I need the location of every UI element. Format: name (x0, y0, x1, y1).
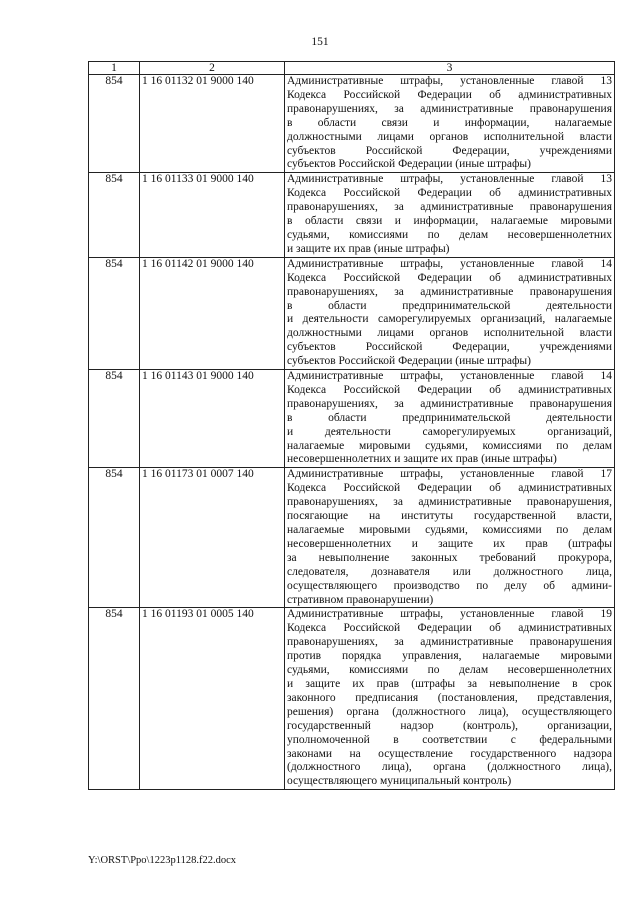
description-line: посягающие на институты государственной власти, (287, 510, 612, 523)
table-header-row (89, 62, 615, 75)
admin-code-cell: 854 (89, 257, 140, 369)
description-line: налагаемые мировыми судьями, комиссиями по делам (287, 524, 612, 536)
description-line: решения) органа (должностного лица), осуществляющего (287, 705, 612, 718)
description-line: государственный надзор (контроль), организации, (287, 719, 612, 732)
description-line: Кодекса Российской Федерации об административных (287, 383, 612, 396)
description-line: Административные штрафы, установленные главой 17 (287, 468, 612, 481)
table-row (89, 257, 615, 369)
table-row (89, 608, 615, 790)
description-cell (285, 173, 615, 257)
file-path-footer: Y:\ORST\Ppo\1223p1128.f22.docx (88, 855, 236, 866)
description-line: налагаемые мировыми судьями, комиссиями по делам (287, 439, 612, 452)
page-number: 151 (311, 36, 329, 48)
admin-code-cell: 854 (89, 75, 140, 173)
table-row (89, 468, 615, 608)
admin-code-cell: 854 (89, 608, 140, 790)
description-line: должностными лицами органов исполнительной власти (287, 130, 612, 143)
description-line: правонарушениях, за административные правонарушения (287, 397, 612, 410)
description-line: несовершеннолетних и защите их прав (иные штрафы) (287, 453, 557, 466)
header-col-2: 2 (140, 62, 285, 75)
description-line: следователя, дознавателя или должностного лица, (287, 565, 612, 578)
description-line: правонарушениях, за административные правонарушения (287, 285, 612, 298)
description-line: и защите их прав (штрафы за невыполнение в срок (287, 677, 612, 690)
description-cell (285, 370, 615, 468)
description-line: Кодекса Российской Федерации об административных (287, 482, 612, 495)
description-line: судьями, комиссиями по делам несовершеннолетних (287, 228, 612, 241)
description-line: Кодекса Российской Федерации об административных (287, 88, 612, 101)
kbk-code-cell: 1 16 01143 01 9000 140 (140, 370, 285, 468)
description-line: Кодекса Российской Федерации об административных (287, 187, 612, 200)
admin-code-cell: 854 (89, 370, 140, 468)
description-cell (285, 608, 615, 790)
table-row (89, 173, 615, 257)
description-line: правонарушениях, за административные правонарушения (287, 201, 612, 214)
description-line: субъектов Российской Федерации, учреждениями (287, 144, 612, 157)
description-line: в области связи и информации, налагаемые мировыми (287, 215, 612, 228)
kbk-code-cell: 1 16 01173 01 0007 140 (140, 468, 285, 608)
admin-code-cell: 854 (89, 468, 140, 608)
description-line: стративном правонарушении) (287, 593, 434, 606)
description-line: осуществляющего муниципальный контроль) (287, 775, 512, 788)
description-line: осуществляющего производство по делу об админи- (287, 579, 612, 592)
description-line: Административные штрафы, установленные главой 13 (287, 75, 612, 87)
table-row (89, 370, 615, 468)
header-col-1: 1 (89, 62, 140, 75)
description-line: Административные штрафы, установленные главой 19 (287, 608, 612, 621)
description-line: и защите их прав (иные штрафы) (287, 242, 450, 255)
description-line: и деятельности саморегулируемых организаций, (287, 425, 612, 438)
description-cell (285, 75, 615, 173)
description-line: Административные штрафы, установленные главой 14 (287, 257, 612, 270)
kbk-code-cell: 1 16 01132 01 9000 140 (140, 75, 285, 173)
table-row (89, 75, 615, 173)
description-line: субъектов Российской Федерации (иные штрафы) (287, 158, 531, 171)
description-line: Административные штрафы, установленные главой 13 (287, 173, 612, 186)
kbk-code-cell: 1 16 01133 01 9000 140 (140, 173, 285, 257)
description-line: в области предпринимательской деятельности (287, 299, 612, 312)
description-line: в области связи и информации, налагаемые (287, 116, 612, 129)
admin-code-cell: 854 (89, 173, 140, 257)
description-line: за невыполнение законных требований прокурора, (287, 551, 612, 564)
description-cell (285, 257, 615, 369)
description-line: в области предпринимательской деятельности (287, 411, 612, 424)
description-line: субъектов Российской Федерации, учреждениями (287, 341, 612, 354)
description-line: должностными лицами органов исполнительной власти (287, 327, 612, 340)
description-line: законами на осуществление государственного надзора (287, 747, 612, 760)
description-line: субъектов Российской Федерации (иные штрафы) (287, 355, 531, 368)
description-line: (должностного лица), органа (должностного лица), (287, 761, 612, 774)
description-cell (285, 468, 615, 608)
description-line: правонарушениях, за административные правонарушения, (287, 496, 612, 509)
description-line: законного предписания (постановления, представления, (287, 691, 612, 704)
kbk-code-cell: 1 16 01142 01 9000 140 (140, 257, 285, 369)
description-line: правонарушениях, за административные правонарушения (287, 636, 612, 649)
description-line: против порядка управления, налагаемые мировыми (287, 650, 612, 663)
description-line: уполномоченной в соответствии с федеральными (287, 733, 612, 746)
header-col-3: 3 (285, 62, 615, 75)
description-line: несовершеннолетних и защите их прав (штрафы (287, 537, 612, 550)
description-line: Кодекса Российской Федерации об административных (287, 271, 612, 284)
description-line: правонарушениях, за административные правонарушения (287, 102, 612, 115)
description-line: и деятельности саморегулируемых организаций, налагаемые (287, 313, 612, 326)
kbk-code-cell: 1 16 01193 01 0005 140 (140, 608, 285, 790)
description-line: Кодекса Российской Федерации об административных (287, 622, 612, 635)
fines-table (88, 61, 615, 790)
description-line: судьями, комиссиями по делам несовершеннолетних (287, 664, 612, 677)
description-line: Административные штрафы, установленные главой 14 (287, 370, 612, 383)
